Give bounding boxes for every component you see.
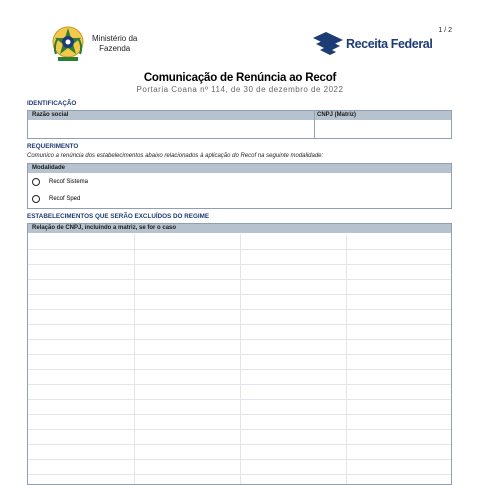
grid-row-divider: [28, 414, 451, 415]
grid-row-divider: [28, 324, 451, 325]
option-recof-sistema-label: Recof Sistema: [49, 179, 89, 185]
grid-row-divider: [28, 309, 451, 310]
grid-column-divider: [346, 234, 347, 484]
grid-row-divider: [28, 399, 451, 400]
option-recof-sistema[interactable]: [32, 178, 88, 186]
section-estabelecimentos-title: ESTABELECIMENTOS QUE SERÃO EXCLUÍDOS DO REGIME: [27, 213, 210, 220]
requerimento-note: Comunico a renúncia dos estabelecimentos abaixo relacionados à aplicação do Recof na seguinte modalidade:: [27, 153, 324, 159]
grid-row-divider: [28, 459, 451, 460]
section-requerimento-title: REQUERIMENTO: [27, 143, 79, 150]
cnpj-matriz-label: CNPJ (Matriz): [317, 112, 357, 118]
identificacao-box: [27, 110, 452, 139]
grid-row-divider: [28, 444, 451, 445]
grid-row-divider: [28, 339, 451, 340]
modalidade-box: [27, 163, 452, 209]
modalidade-label: Modalidade: [32, 165, 66, 171]
estabelecimentos-box: [27, 223, 452, 485]
option-recof-sped-label: Recof Sped: [49, 196, 81, 202]
page-number: 1 / 2: [438, 27, 452, 34]
grid-row-divider: [28, 279, 451, 280]
grid-row-divider: [28, 369, 451, 370]
receita-federal-logo-icon: [312, 30, 344, 56]
modalidade-header-row: [28, 164, 451, 173]
grid-row-divider: [28, 294, 451, 295]
cnpj-entry-grid[interactable]: [28, 234, 451, 484]
grid-row-divider: [28, 249, 451, 250]
grid-row-divider: [28, 354, 451, 355]
ministry-name: [92, 34, 137, 54]
radio-recof-sistema[interactable]: [32, 178, 40, 186]
radio-recof-sped[interactable]: [32, 195, 40, 203]
grid-row-divider: [28, 384, 451, 385]
section-identificacao-title: IDENTIFICAÇÃO: [27, 100, 77, 107]
relacao-cnpj-label: Relação de CNPJ, incluindo a matriz, se for o caso: [32, 225, 177, 231]
grid-row-divider: [28, 474, 451, 475]
grid-row-divider: [28, 264, 451, 265]
cnpj-matriz-field[interactable]: [315, 121, 451, 138]
grid-column-divider: [240, 234, 241, 484]
razao-social-label: Razão social: [32, 112, 69, 118]
estabelecimentos-header-row: [28, 224, 451, 233]
brazil-coat-of-arms-icon: [50, 24, 86, 64]
ministry-line-1: Ministério da: [92, 34, 138, 43]
ministry-line-2: Fazenda: [99, 44, 131, 53]
option-recof-sped[interactable]: [32, 195, 80, 203]
grid-column-divider: [134, 234, 135, 484]
grid-row-divider: [28, 429, 451, 430]
razao-social-field[interactable]: [28, 121, 314, 138]
identificacao-header-row: [28, 111, 451, 120]
document-header: [0, 22, 480, 66]
receita-federal-wordmark: Receita Federal: [346, 37, 433, 51]
document-subtitle: Portaria Coana nº 114, de 30 de dezembro de 2022: [136, 85, 344, 94]
document-title: Comunicação de Renúncia ao Recof: [143, 72, 337, 84]
